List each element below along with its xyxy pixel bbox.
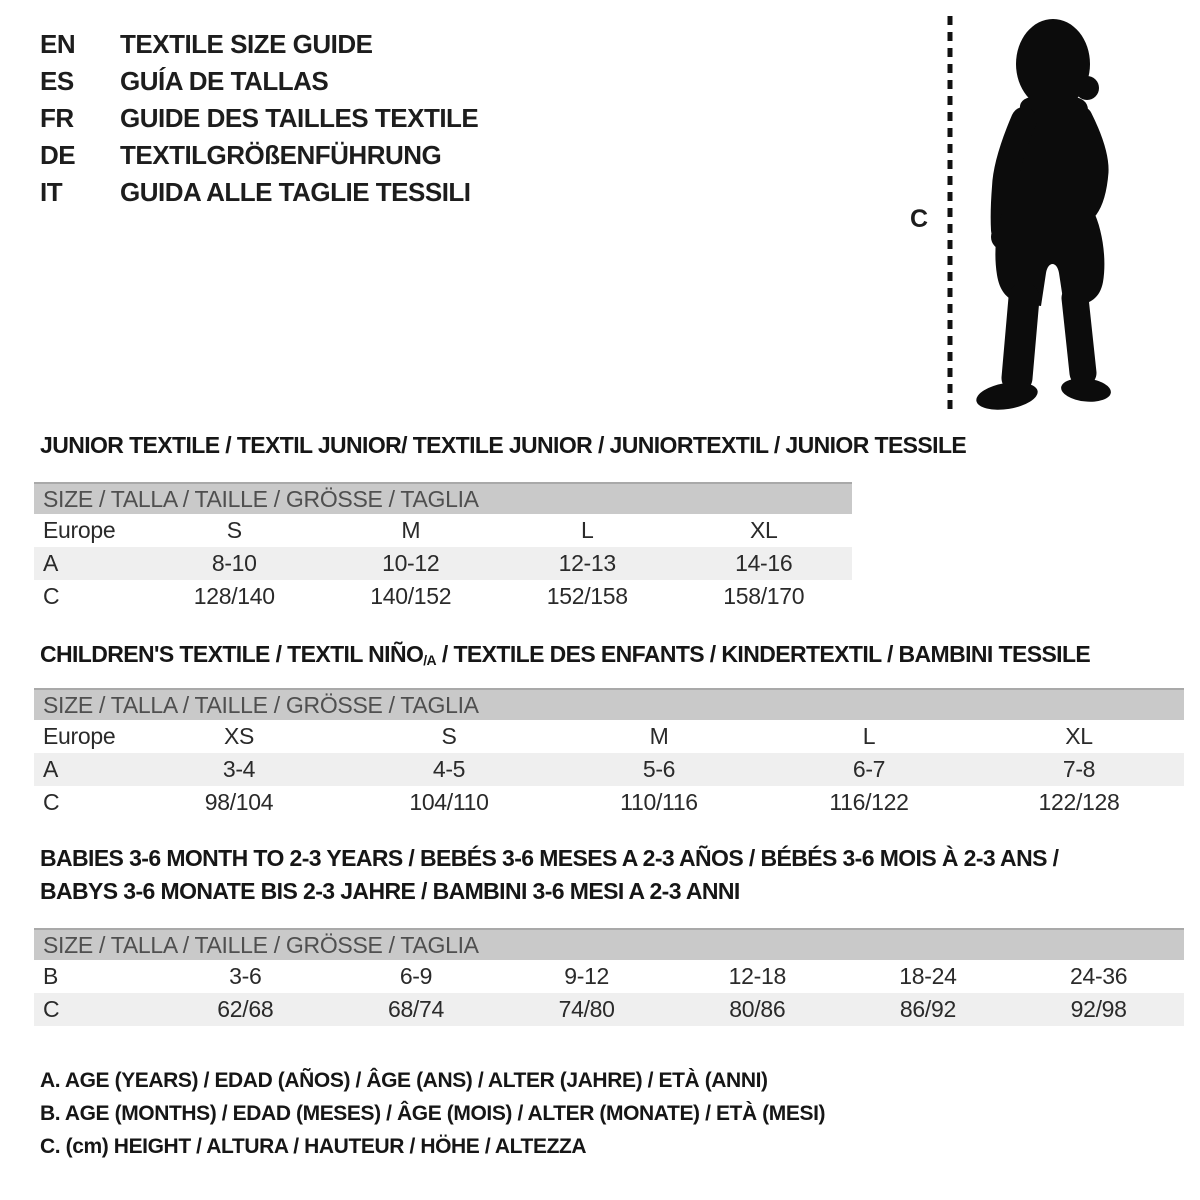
babies-title-line1: BABIES 3-6 MONTH TO 2-3 YEARS / BEBÉS 3-6 MESES A 2-3 AÑOS / BÉBÉS 3-6 MOIS À 2-3 ANS / <box>40 845 1059 871</box>
toddler-silhouette-icon <box>960 12 1142 418</box>
cell: 86/92 <box>843 993 1014 1026</box>
cell: 6-7 <box>764 753 974 786</box>
children-title-text: CHILDREN'S TEXTILE / TEXTIL NIÑO <box>40 641 424 667</box>
table-row <box>34 547 852 580</box>
footnote-a: A. AGE (YEARS) / EDAD (AÑOS) / ÂGE (ANS) / ALTER (JAHRE) / ETÀ (ANNI) <box>40 1069 768 1092</box>
size-band-header: SIZE / TALLA / TAILLE / GRÖSSE / TAGLIA <box>34 689 1184 720</box>
cell: 10-12 <box>323 547 500 580</box>
height-measure-dashed-line <box>945 13 955 417</box>
language-row <box>40 63 478 100</box>
row-label: C <box>34 993 160 1026</box>
size-header-row <box>34 720 1184 753</box>
cell: 12-18 <box>728 963 786 989</box>
cell: 12-13 <box>499 547 676 580</box>
language-code: FR <box>40 103 74 133</box>
children-title-text: / TEXTILE DES ENFANTS / KINDERTEXTIL / BAMBINI TESSILE <box>436 641 1091 667</box>
language-title: GUÍA DE TALLAS <box>120 66 329 96</box>
table-row <box>34 960 1184 993</box>
cell: 110/116 <box>620 789 698 815</box>
height-measure-label: C <box>910 205 929 233</box>
cell: 9-12 <box>564 963 610 989</box>
size-band-header: SIZE / TALLA / TAILLE / GRÖSSE / TAGLIA <box>34 483 852 514</box>
table-row <box>34 580 852 613</box>
language-row <box>40 26 478 63</box>
language-row <box>40 174 478 211</box>
table-row <box>34 993 1184 1026</box>
cell: 152/158 <box>546 583 628 609</box>
junior-section-title: JUNIOR TEXTILE / TEXTIL JUNIOR/ TEXTILE JUNIOR / JUNIORTEXTIL / JUNIOR TESSILE <box>40 432 967 458</box>
cell: 80/86 <box>672 993 843 1026</box>
size-header-row <box>34 514 852 547</box>
language-title: TEXTILGRÖßENFÜHRUNG <box>120 140 442 170</box>
cell: 5-6 <box>554 753 764 786</box>
language-title: GUIDA ALLE TAGLIE TESSILI <box>120 177 471 207</box>
cell: 6-9 <box>399 963 433 989</box>
size-band-row <box>34 929 1184 960</box>
cell: 3-6 <box>229 963 262 989</box>
size-col-header: L <box>862 723 876 749</box>
cell: 92/98 <box>1013 993 1184 1026</box>
language-list <box>40 26 478 211</box>
children-title-subscript: /A <box>423 652 437 668</box>
cell: 122/128 <box>1038 789 1120 815</box>
cell: 128/140 <box>193 583 275 609</box>
table-row <box>34 786 1184 819</box>
language-code: DE <box>40 140 76 170</box>
cell: 116/122 <box>829 789 909 815</box>
cell: 3-4 <box>134 753 344 786</box>
row-label: A <box>34 753 134 786</box>
cell: 18-24 <box>899 963 957 989</box>
footnotes <box>40 1064 825 1163</box>
row-label: C <box>43 789 60 815</box>
size-col-header: S <box>441 723 457 749</box>
cell: 98/104 <box>204 789 274 815</box>
table-row <box>34 753 1184 786</box>
size-col-header: XL <box>1065 723 1093 749</box>
size-col-header: S <box>226 517 242 543</box>
cell: 14-16 <box>676 547 853 580</box>
children-section-title <box>40 641 1090 668</box>
cell: 158/170 <box>723 583 805 609</box>
region-label: Europe <box>43 517 116 543</box>
children-size-table <box>34 688 1184 819</box>
footnote-b: B. AGE (MONTHS) / EDAD (MESES) / ÂGE (MOIS) / ALTER (MONATE) / ETÀ (MESI) <box>40 1102 826 1125</box>
size-band-row <box>34 483 852 514</box>
cell: 68/74 <box>331 993 502 1026</box>
cell: 8-10 <box>146 547 323 580</box>
size-band-row <box>34 689 1184 720</box>
cell: 140/152 <box>370 583 452 609</box>
junior-size-table <box>34 482 852 613</box>
size-col-header: XS <box>223 723 255 749</box>
size-col-header: L <box>581 517 594 543</box>
cell: 104/110 <box>409 789 489 815</box>
cell: 7-8 <box>974 753 1184 786</box>
cell: 24-36 <box>1069 963 1128 989</box>
row-label: C <box>43 583 60 609</box>
language-code: EN <box>40 29 76 59</box>
babies-section-title <box>40 842 1058 908</box>
language-row <box>40 137 478 174</box>
babies-title-line2: BABYS 3-6 MONATE BIS 2-3 JAHRE / BAMBINI 3-6 MESI A 2-3 ANNI <box>40 878 740 904</box>
cell: 62/68 <box>160 993 331 1026</box>
language-code: IT <box>40 177 63 207</box>
language-row <box>40 100 478 137</box>
cell: 74/80 <box>501 993 672 1026</box>
region-label: Europe <box>43 723 116 749</box>
row-label: B <box>43 963 59 989</box>
size-col-header: XL <box>749 517 778 543</box>
size-col-header: M <box>401 517 421 543</box>
row-label: A <box>34 547 146 580</box>
cell: 4-5 <box>344 753 554 786</box>
babies-size-table <box>34 928 1184 1026</box>
footnote-c: C. (cm) HEIGHT / ALTURA / HAUTEUR / HÖHE / ALTEZZA <box>40 1135 587 1158</box>
size-band-header: SIZE / TALLA / TAILLE / GRÖSSE / TAGLIA <box>34 929 1184 960</box>
language-title: TEXTILE SIZE GUIDE <box>120 29 373 59</box>
size-col-header: M <box>649 723 669 749</box>
language-code: ES <box>40 66 74 96</box>
language-title: GUIDE DES TAILLES TEXTILE <box>120 103 479 133</box>
